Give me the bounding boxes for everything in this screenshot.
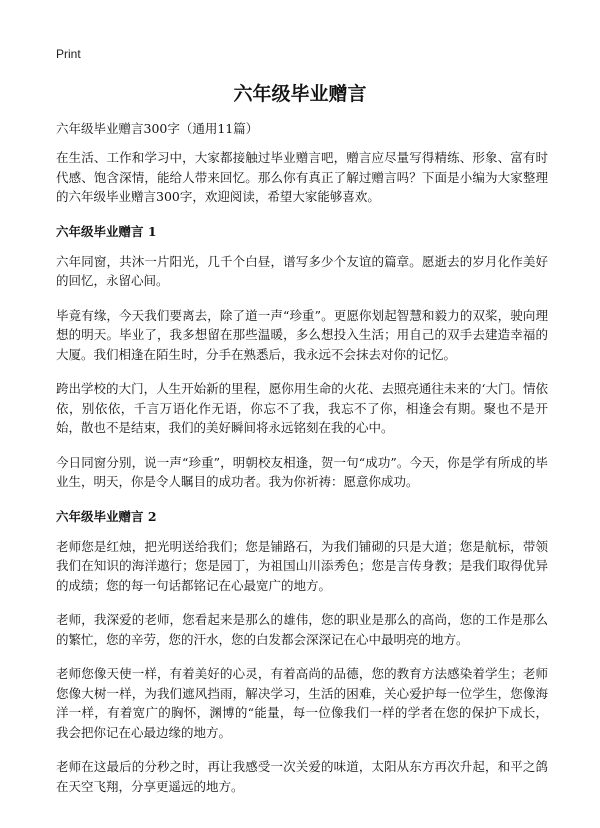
section-heading: 六年级毕业赠言 2 bbox=[56, 508, 157, 524]
section-paragraph: 今日同窗分别，说一声“珍重”，明朝校友相逢，贺一句“成功”。今天，你是学有所成的毕业生，明天，你是令人瞩目的成功者。我为你祈祷：愿意你成功。 bbox=[56, 454, 548, 489]
section-paragraph: 老师您像天使一样，有着美好的心灵，有着高尚的品德，您的教育方法感染着学生；老师您像大树一样，为我们遮风挡雨，解决学习，生活的困难，关心爱护每一位学生，您像海洋一样，有着宽广的胸怀，渊博的“能量，每一位像我们一样的学者在您的保护下成长，我会把你记在心最边缘的地方。 bbox=[56, 666, 548, 740]
print-link[interactable]: Print bbox=[56, 47, 81, 61]
document-title: 六年级毕业赠言 bbox=[233, 83, 367, 105]
section-heading: 六年级毕业赠言 1 bbox=[56, 223, 157, 239]
section-2 bbox=[56, 507, 548, 797]
section-paragraph: 毕竟有缘，今天我们要离去，除了道一声“珍重”。更愿你划起智慧和毅力的双桨，驶向理想的明天。毕业了，我多想留在那些温暖，多么想投入生活；用自己的双手去建造幸福的大厦。我们相逢在陌生时，分手在熟悉后，我永远不会抹去对你的记忆。 bbox=[56, 307, 548, 362]
section-paragraph: 六年同窗，共沐一片阳光，几千个白昼，谱写多少个友谊的篇章。愿逝去的岁月化作美好的回忆，永留心间。 bbox=[56, 253, 548, 288]
section-paragraph: 老师您是红烛，把光明送给我们；您是铺路石，为我们铺砌的只是大道；您是航标，带领我们在知识的海洋遨行；您是园丁，为祖国山川添秀色；您是言传身教；是我们取得优异的成绩；您的每一句话都铭记在心最宽广的地方。 bbox=[56, 538, 548, 593]
intro-paragraph: 在生活、工作和学习中，大家都接触过毕业赠言吧，赠言应尽量写得精练、形象、富有时代感、饱含深情，能给人带来回忆。那么你有真正了解过赠言吗？下面是小编为大家整理的六年级毕业赠言300字，欢迎阅读，希望大家能够喜欢。 bbox=[56, 150, 548, 204]
section-paragraph: 跨出学校的大门，人生开始新的里程，愿你用生命的火花、去照亮通往未来的‘大门。情依依，别依依，千言万语化作无语，你忘不了我，我忘不了你，相逢会有期。聚也不是开始，散也不是结束，我们的美好瞬间将永远铭刻在我的心中。 bbox=[56, 381, 548, 435]
document-body bbox=[56, 148, 548, 811]
section-1 bbox=[56, 222, 548, 492]
section-paragraph: 老师，我深爱的老师，您看起来是那么的雄伟，您的职业是那么的高尚，您的工作是那么的繁忙，您的辛劳，您的汗水，您的白发都会深深记在心中最明亮的地方。 bbox=[56, 612, 548, 647]
section-paragraph: 老师在这最后的分秒之时，再让我感受一次关爱的味道，太阳从东方再次升起，和平之鸽在天空飞翔，分享更遥远的地方。 bbox=[56, 759, 548, 794]
document-subtitle: 六年级毕业赠言300字（通用11篇） bbox=[56, 121, 259, 136]
